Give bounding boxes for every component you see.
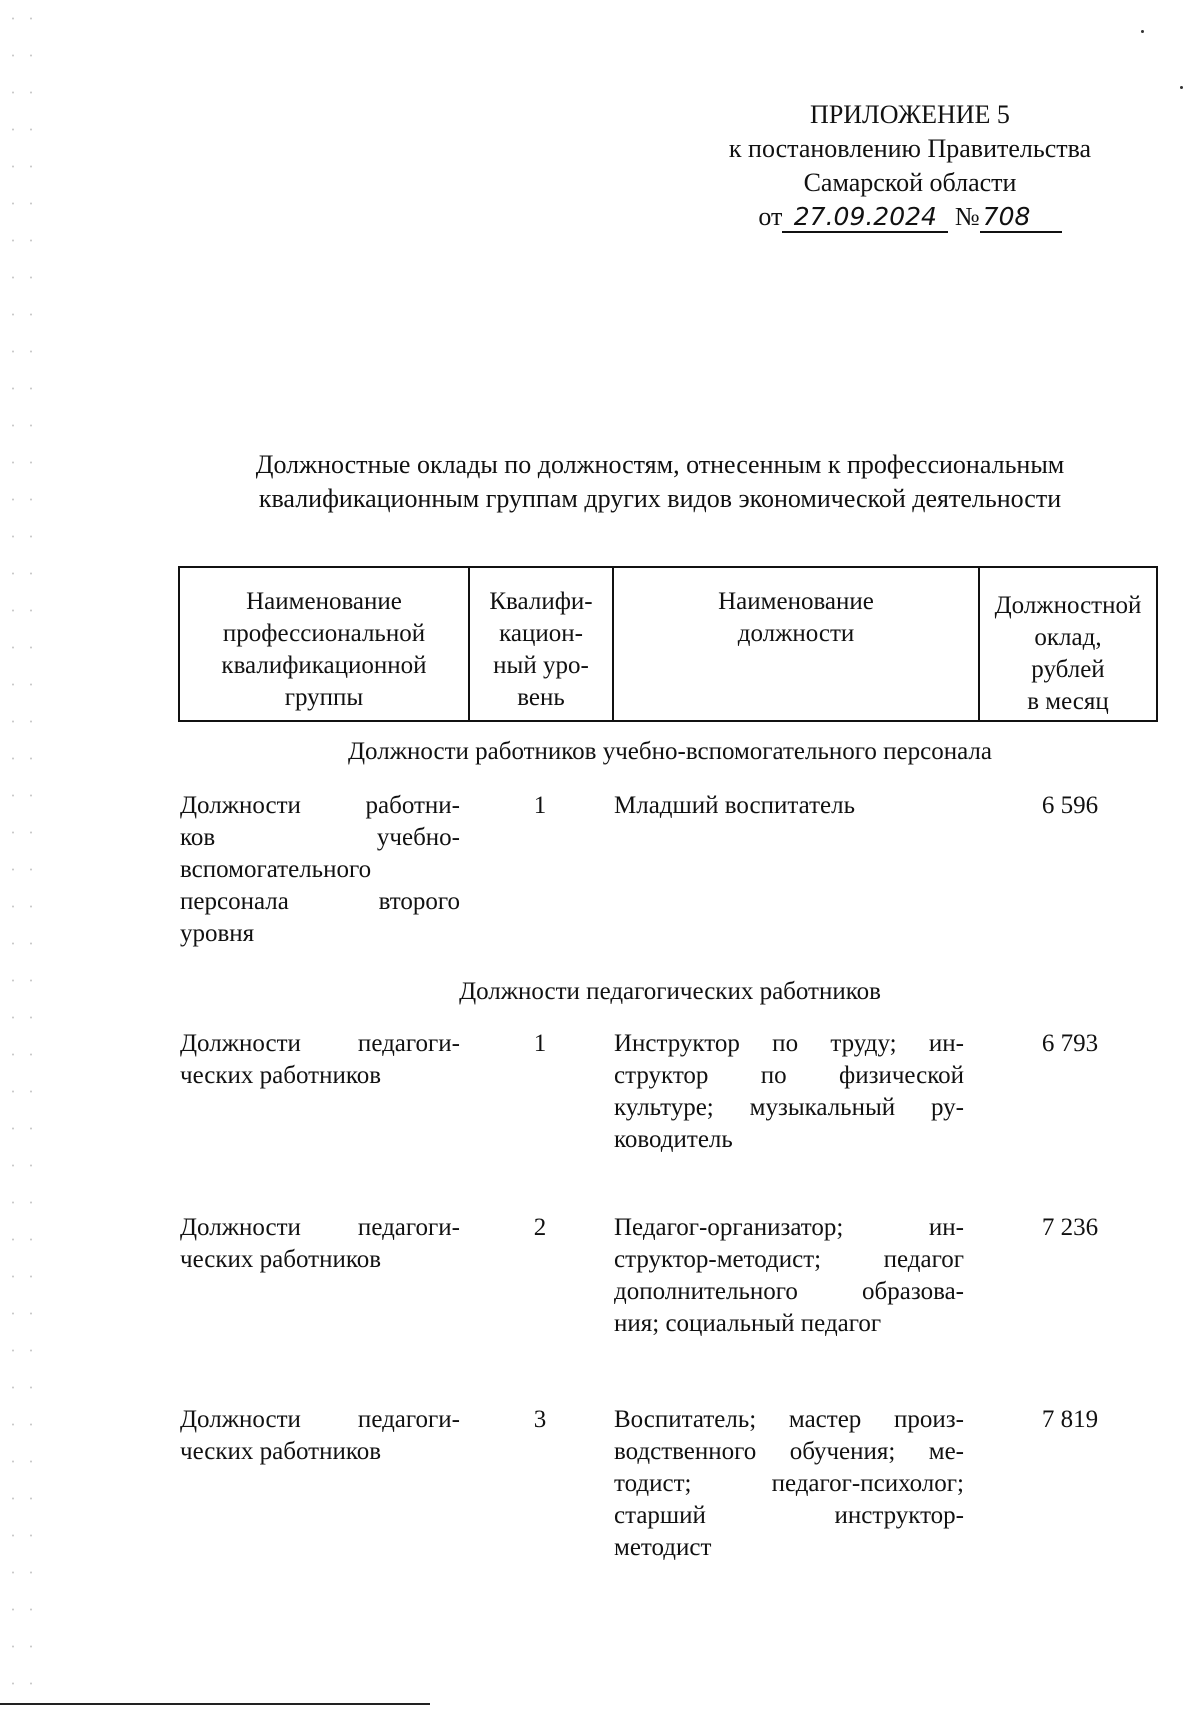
position-name-line: Инструктор по труду; ин- xyxy=(614,1030,964,1057)
position-name-line: дополнительного образова- xyxy=(614,1278,964,1305)
row-position-name xyxy=(614,1028,964,1156)
annex-header xyxy=(690,98,1130,234)
section-heading-support-staff: Должности работников учебно-вспомогательного персонала xyxy=(348,738,992,765)
group-name-line: Должности работни- xyxy=(180,792,460,819)
header-group-line: профессиональной xyxy=(222,620,426,647)
title-line-2: квалификационным группам других видов экономической деятельности xyxy=(258,484,1062,513)
position-name-line: структор-методист; педагог xyxy=(614,1246,964,1273)
row-qualification-level: 1 xyxy=(533,792,547,819)
group-name-line: персонала второго xyxy=(180,888,460,915)
position-name-line: тодист; педагог-психолог; xyxy=(614,1470,964,1497)
annex-decree-line: к постановлению Правительства xyxy=(728,134,1092,163)
header-position-line: Наименование xyxy=(718,588,874,615)
row-qualification-level: 2 xyxy=(533,1214,547,1241)
header-group-line: группы xyxy=(284,684,364,711)
row-salary: 6 596 xyxy=(1041,792,1099,819)
number-sign: № xyxy=(954,202,980,231)
row-position-name xyxy=(614,790,964,822)
group-name-line: Должности педагоги- xyxy=(180,1406,460,1433)
header-level-column xyxy=(470,568,614,720)
header-salary-line: рублей xyxy=(1031,656,1105,683)
group-name-line: уровня xyxy=(180,920,255,947)
handwritten-number: 708 xyxy=(980,203,1062,233)
row-qualification-level: 1 xyxy=(533,1030,547,1057)
header-salary-column xyxy=(980,568,1156,720)
position-name-line: Младший воспитатель xyxy=(614,792,855,819)
header-group-line: квалификационной xyxy=(221,652,427,679)
annex-region-line: Самарской области xyxy=(803,168,1017,197)
group-name-line: Должности педагоги- xyxy=(180,1030,460,1057)
header-level-line: ный уро- xyxy=(493,652,589,679)
header-group-line: Наименование xyxy=(246,588,402,615)
scan-edge-artifacts xyxy=(4,0,44,1714)
document-title xyxy=(120,448,1200,516)
scan-speck xyxy=(1141,30,1144,33)
group-name-line: Должности педагоги- xyxy=(180,1214,460,1241)
scan-bottom-line xyxy=(0,1703,430,1705)
header-salary-line: оклад, xyxy=(1034,624,1102,651)
row-group-name xyxy=(180,1028,460,1092)
header-level-line: Квалифи- xyxy=(489,588,593,615)
position-name-line: культуре; музыкальный ру- xyxy=(614,1094,964,1121)
title-line-1: Должностные оклады по должностям, отнесенным к профессиональным xyxy=(255,450,1065,479)
group-name-line: вспомогательного xyxy=(180,856,372,883)
header-level-line: вень xyxy=(517,684,565,711)
position-name-line: Педагог-организатор; ин- xyxy=(614,1214,964,1241)
row-group-name xyxy=(180,1404,460,1468)
position-name-line: ководитель xyxy=(614,1126,733,1153)
date-prefix: от xyxy=(758,202,783,231)
group-name-line: ческих работников xyxy=(180,1246,382,1273)
position-name-line: структор по физической xyxy=(614,1062,964,1089)
row-group-name xyxy=(180,790,460,950)
annex-title: ПРИЛОЖЕНИЕ 5 xyxy=(810,100,1010,129)
header-position-line: должности xyxy=(737,620,855,647)
header-position-column xyxy=(614,568,980,720)
group-name-line: ков учебно- xyxy=(180,824,460,851)
row-position-name xyxy=(614,1212,964,1340)
header-level-line: кацион- xyxy=(499,620,583,647)
annex-date-line xyxy=(690,200,1130,234)
row-group-name xyxy=(180,1212,460,1276)
row-salary: 7 819 xyxy=(1041,1406,1099,1433)
scan-speck xyxy=(1180,86,1183,89)
row-salary: 7 236 xyxy=(1041,1214,1099,1241)
position-name-line: Воспитатель; мастер произ- xyxy=(614,1406,964,1433)
position-name-line: водственного обучения; ме- xyxy=(614,1438,964,1465)
row-qualification-level: 3 xyxy=(533,1406,547,1433)
table-header xyxy=(178,566,1158,722)
handwritten-date: 27.09.2024 xyxy=(782,203,948,233)
header-group-column xyxy=(180,568,470,720)
position-name-line: методист xyxy=(614,1534,712,1561)
group-name-line: ческих работников xyxy=(180,1062,382,1089)
row-salary: 6 793 xyxy=(1041,1030,1099,1057)
row-position-name xyxy=(614,1404,964,1564)
section-heading-teaching-staff: Должности педагогических работников xyxy=(459,978,881,1005)
position-name-line: старший инструктор- xyxy=(614,1502,964,1529)
header-salary-line: Должностной xyxy=(994,592,1142,619)
position-name-line: ния; социальный педагог xyxy=(614,1310,882,1337)
group-name-line: ческих работников xyxy=(180,1438,382,1465)
header-salary-line: в месяц xyxy=(1027,688,1109,715)
